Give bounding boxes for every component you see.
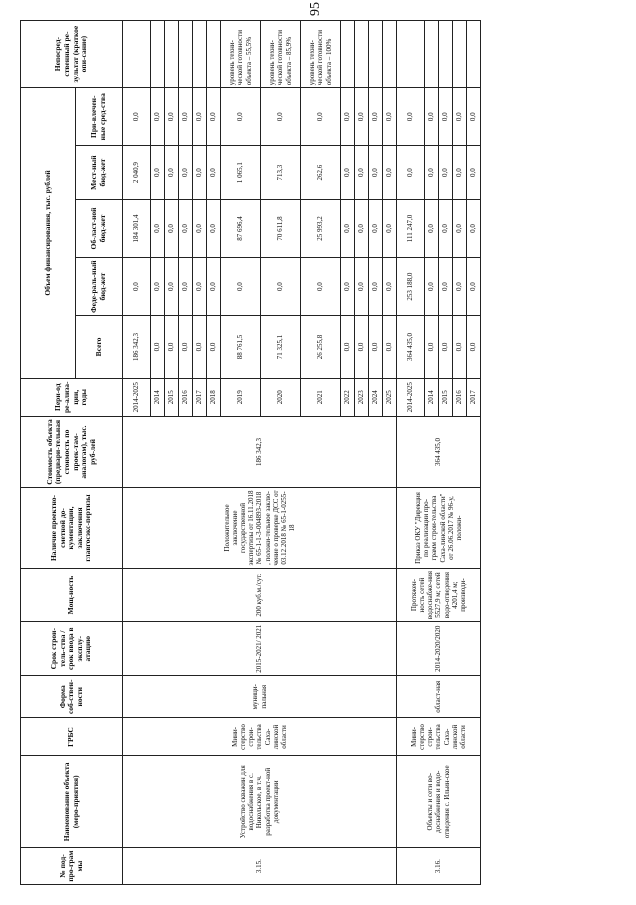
cell-local: 0,0 (397, 146, 425, 200)
cell-total: 0,0 (425, 316, 439, 379)
cell-attracted: 0,0 (425, 88, 439, 146)
cell-local: 0,0 (355, 146, 369, 200)
cell-period: 2022 (341, 378, 355, 416)
cell-local: 0,0 (369, 146, 383, 200)
cell-result (165, 21, 179, 88)
cell-total: 71 325,1 (261, 316, 301, 379)
object-num: 3.16. (397, 848, 481, 885)
object-cost: 186 342,3 (123, 416, 397, 488)
cell-attracted: 0,0 (369, 88, 383, 146)
cell-attracted: 0,0 (221, 88, 261, 146)
cell-period: 2019 (221, 378, 261, 416)
cell-local: 262,6 (301, 146, 341, 200)
cell-regional: 0,0 (453, 199, 467, 257)
cell-total: 0,0 (453, 316, 467, 379)
cell-local: 0,0 (341, 146, 355, 200)
header-local: Мест-ный бюд-жет (76, 146, 123, 200)
cell-regional: 0,0 (151, 199, 165, 257)
cell-federal: 0,0 (467, 258, 481, 316)
cell-federal: 253 188,0 (397, 258, 425, 316)
cell-total: 0,0 (165, 316, 179, 379)
cell-total: 0,0 (383, 316, 397, 379)
header-attracted: При-влечен-ные сред-ства (76, 88, 123, 146)
cell-attracted: 0,0 (341, 88, 355, 146)
cell-attracted: 0,0 (439, 88, 453, 146)
cell-attracted: 0,0 (467, 88, 481, 146)
cell-result: уровень техни-ческой готовности объекта – 100% (301, 21, 341, 88)
financing-table (20, 20, 481, 885)
header-period: Пери-од ре-ализа-ции, годы (21, 378, 123, 416)
object-name: Объекты и сети во-доснабжения и водо-отведения с. Ильин-ское (397, 756, 481, 848)
cell-period: 2018 (207, 378, 221, 416)
cell-total: 0,0 (467, 316, 481, 379)
cell-period: 2017 (193, 378, 207, 416)
object-name: Устройство скважин для водоснабжения в с. Никольское, в т.ч. разработка проект-ной документации (123, 756, 397, 848)
object-capacity: 200 куб.м./сут. (123, 568, 397, 622)
cell-regional: 0,0 (439, 199, 453, 257)
cell-attracted: 0,0 (193, 88, 207, 146)
header-total: Всего (76, 316, 123, 379)
object-term: 2014-2020/2020 (397, 622, 481, 676)
cell-local: 0,0 (207, 146, 221, 200)
cell-regional: 184 301,4 (123, 199, 151, 257)
cell-result (383, 21, 397, 88)
header-ownership: Форма соб-ствен-ности (21, 676, 123, 718)
cell-period: 2016 (179, 378, 193, 416)
header-capacity: Мощ-ность (21, 568, 123, 622)
cell-federal: 0,0 (383, 258, 397, 316)
cell-attracted: 0,0 (151, 88, 165, 146)
page-number: 95 (308, 2, 323, 16)
cell-regional: 0,0 (165, 199, 179, 257)
object-grbs: Мини-стерство строи-тельства Саха-линской области (123, 718, 397, 756)
header-name: Наименование объекта (меро-приятия) (21, 756, 123, 848)
cell-total: 0,0 (151, 316, 165, 379)
cell-result (425, 21, 439, 88)
cell-local: 0,0 (467, 146, 481, 200)
cell-regional: 0,0 (341, 199, 355, 257)
cell-attracted: 0,0 (453, 88, 467, 146)
cell-regional: 0,0 (207, 199, 221, 257)
cell-total: 0,0 (193, 316, 207, 379)
cell-federal: 0,0 (261, 258, 301, 316)
cell-period: 2015 (165, 378, 179, 416)
cell-period: 2016 (453, 378, 467, 416)
cell-regional: 0,0 (179, 199, 193, 257)
cell-total: 88 761,5 (221, 316, 261, 379)
cell-total: 364 435,0 (397, 316, 425, 379)
cell-federal: 0,0 (123, 258, 151, 316)
header-financing: Объем финансирования, тыс. рублей (21, 88, 76, 379)
header-cost: Стоимость объекта (предвари-тельная стоимость по проек-там-аналогам), тыс. руб-лей (21, 416, 123, 488)
cell-period: 2014-2025 (123, 378, 151, 416)
cell-total: 0,0 (207, 316, 221, 379)
cell-result (179, 21, 193, 88)
cell-regional: 70 611,8 (261, 199, 301, 257)
table-header (21, 21, 123, 885)
cell-local: 0,0 (383, 146, 397, 200)
cell-period: 2014 (151, 378, 165, 416)
cell-federal: 0,0 (453, 258, 467, 316)
cell-federal: 0,0 (369, 258, 383, 316)
object-capacity: Протяжен-ность сетей водоснабже-ния 5527,9 м; сетей водо-отведения 4201,4 м; производи- (397, 568, 481, 622)
cell-federal: 0,0 (207, 258, 221, 316)
cell-result (207, 21, 221, 88)
cell-result: уровень техни-ческой готовности объекта – 55,5% (221, 21, 261, 88)
cell-local: 713,3 (261, 146, 301, 200)
cell-regional: 87 696,4 (221, 199, 261, 257)
cell-federal: 0,0 (193, 258, 207, 316)
table-row (123, 21, 151, 885)
cell-regional: 0,0 (369, 199, 383, 257)
cell-result (453, 21, 467, 88)
cell-total: 0,0 (179, 316, 193, 379)
cell-attracted: 0,0 (397, 88, 425, 146)
cell-period: 2024 (369, 378, 383, 416)
cell-local: 0,0 (453, 146, 467, 200)
cell-period: 2015 (439, 378, 453, 416)
cell-federal: 0,0 (439, 258, 453, 316)
header-regional: Об-ласт-ной бюд-жет (76, 199, 123, 257)
cell-total: 0,0 (355, 316, 369, 379)
cell-federal: 0,0 (355, 258, 369, 316)
cell-local: 0,0 (425, 146, 439, 200)
cell-regional: 0,0 (193, 199, 207, 257)
cell-attracted: 0,0 (383, 88, 397, 146)
cell-attracted: 0,0 (207, 88, 221, 146)
header-psd: Наличие проектно-сметной до-кументации, заключения главгосэкс-пертизы (21, 488, 123, 568)
cell-federal: 0,0 (221, 258, 261, 316)
object-ownership: област-ная (397, 676, 481, 718)
cell-local: 0,0 (165, 146, 179, 200)
object-num: 3.15. (123, 848, 397, 885)
cell-result (369, 21, 383, 88)
cell-attracted: 0,0 (261, 88, 301, 146)
cell-local: 0,0 (439, 146, 453, 200)
cell-regional: 0,0 (425, 199, 439, 257)
object-cost: 364 435,0 (397, 416, 481, 488)
cell-regional: 0,0 (355, 199, 369, 257)
cell-period: 2021 (301, 378, 341, 416)
cell-total: 186 342,3 (123, 316, 151, 379)
cell-federal: 0,0 (341, 258, 355, 316)
object-ownership: муници-пальная (123, 676, 397, 718)
cell-federal: 0,0 (151, 258, 165, 316)
cell-regional: 111 247,0 (397, 199, 425, 257)
cell-result (355, 21, 369, 88)
cell-result (193, 21, 207, 88)
cell-federal: 0,0 (301, 258, 341, 316)
table-row (397, 21, 425, 885)
cell-local: 0,0 (179, 146, 193, 200)
cell-attracted: 0,0 (179, 88, 193, 146)
cell-local: 0,0 (151, 146, 165, 200)
cell-result (439, 21, 453, 88)
cell-local: 0,0 (193, 146, 207, 200)
header-term: Срок строи-тель-ства / срок ввода в эксплу-атацию (21, 622, 123, 676)
cell-result (341, 21, 355, 88)
cell-attracted: 0,0 (165, 88, 179, 146)
header-result: Непосред-ственный ре-зультат (краткое опи-сание) (21, 21, 123, 88)
cell-result: уровень техни-ческой готовности объекта – 85,9% (261, 21, 301, 88)
cell-result (467, 21, 481, 88)
cell-period: 2017 (467, 378, 481, 416)
cell-regional: 25 993,2 (301, 199, 341, 257)
header-grbs: ГРБС (21, 718, 123, 756)
cell-federal: 0,0 (425, 258, 439, 316)
cell-attracted: 0,0 (301, 88, 341, 146)
cell-period: 2020 (261, 378, 301, 416)
cell-period: 2014-2025 (397, 378, 425, 416)
object-psd: Положительное заключение государственной экспертизы от 16.11.2018 № 65-1-1-3-004893-2018 , положи-тельное заклю-чение о проверке ДСС от 03.12.2018 № 65-1-0255-18 (123, 488, 397, 568)
cell-total: 0,0 (439, 316, 453, 379)
cell-total: 26 255,8 (301, 316, 341, 379)
header-num: № под-про-грам мы (21, 848, 123, 885)
cell-total: 0,0 (341, 316, 355, 379)
cell-local: 2 040,9 (123, 146, 151, 200)
cell-total: 0,0 (369, 316, 383, 379)
cell-result (123, 21, 151, 88)
header-federal: Феде-раль-ный бюд-жет (76, 258, 123, 316)
object-psd: Приказ ОКУ "Дирекция по реализации про-грамм строи-тельства Саха-линской области" от 26.06.2017 № 96-у, положи- (397, 488, 481, 568)
cell-federal: 0,0 (179, 258, 193, 316)
cell-local: 1 065,1 (221, 146, 261, 200)
cell-attracted: 0,0 (123, 88, 151, 146)
rotated-table-wrapper (20, 20, 616, 885)
cell-period: 2014 (425, 378, 439, 416)
cell-result (397, 21, 425, 88)
cell-period: 2023 (355, 378, 369, 416)
object-term: 2015-2021/ 2021 (123, 622, 397, 676)
cell-regional: 0,0 (383, 199, 397, 257)
cell-federal: 0,0 (165, 258, 179, 316)
cell-result (151, 21, 165, 88)
cell-attracted: 0,0 (355, 88, 369, 146)
cell-period: 2025 (383, 378, 397, 416)
cell-regional: 0,0 (467, 199, 481, 257)
object-grbs: Мини-стерство строи-тельства Саха-линской области (397, 718, 481, 756)
table-body (123, 21, 481, 885)
